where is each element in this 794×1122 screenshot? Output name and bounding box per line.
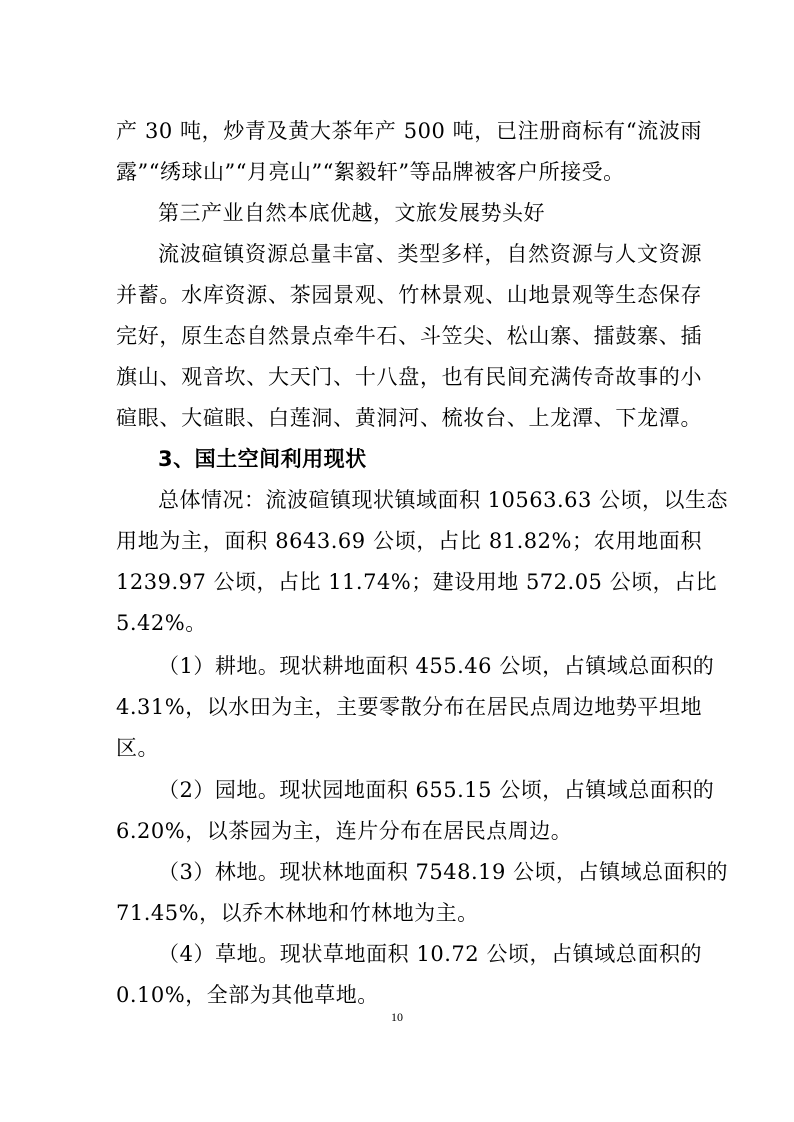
paragraph-line: 4.31%，以水田为主，主要零散分布在居民点周边地势平坦地 xyxy=(116,695,702,719)
paragraph-line: 用地为主，面积 8643.69 公顷，占比 81.82%；农用地面积 xyxy=(116,529,702,553)
paragraph-line: 5.42%。 xyxy=(116,611,207,635)
paragraph-line: 71.45%，以乔木林地和竹林地为主。 xyxy=(116,901,479,925)
paragraph-line: 旗山、观音坎、大天门、十八盘，也有民间充满传奇故事的小 xyxy=(116,365,702,389)
paragraph-line: （1）耕地。现状耕地面积 455.46 公顷，占镇域总面积的 xyxy=(158,654,715,678)
paragraph-line: 露”“绣球山”“月亮山”“絮毅轩”等品牌被客户所接受。 xyxy=(116,160,625,184)
paragraph-line: （3）林地。现状林地面积 7548.19 公顷，占镇域总面积的 xyxy=(158,860,729,884)
section-heading: 3、国土空间利用现状 xyxy=(158,447,367,471)
paragraph-line: 区。 xyxy=(116,736,159,760)
paragraph-line: 碹眼、大碹眼、白莲洞、黄洞河、梳妆台、上龙潭、下龙潭。 xyxy=(116,406,702,430)
paragraph-line: 流波碹镇资源总量丰富、类型多样，自然资源与人文资源 xyxy=(158,242,702,266)
paragraph-line: 0.10%，全部为其他草地。 xyxy=(116,983,379,1007)
paragraph-line: 完好，原生态自然景点牵牛石、斗笠尖、松山寨、擂鼓寨、插 xyxy=(116,324,702,348)
paragraph-line: （4）草地。现状草地面积 10.72 公顷，占镇域总面积的 xyxy=(158,942,702,966)
paragraph-line: 产 30 吨，炒青及黄大茶年产 500 吨，已注册商标有“流波雨 xyxy=(116,119,702,143)
paragraph-line: 总体情况：流波碹镇现状镇域面积 10563.63 公顷，以生态 xyxy=(158,488,729,512)
paragraph-line: 1239.97 公顷，占比 11.74%；建设用地 572.05 公顷，占比 xyxy=(116,570,718,594)
page-number: 10 xyxy=(391,1010,403,1024)
section-subheading: 第三产业自然本底优越，文旅发展势头好 xyxy=(158,201,545,225)
paragraph-line: 6.20%，以茶园为主，连片分布在居民点周边。 xyxy=(116,819,573,843)
paragraph-line: 并蓄。水库资源、茶园景观、竹林景观、山地景观等生态保存 xyxy=(116,283,702,307)
paragraph-line: （2）园地。现状园地面积 655.15 公顷，占镇域总面积的 xyxy=(158,778,715,802)
